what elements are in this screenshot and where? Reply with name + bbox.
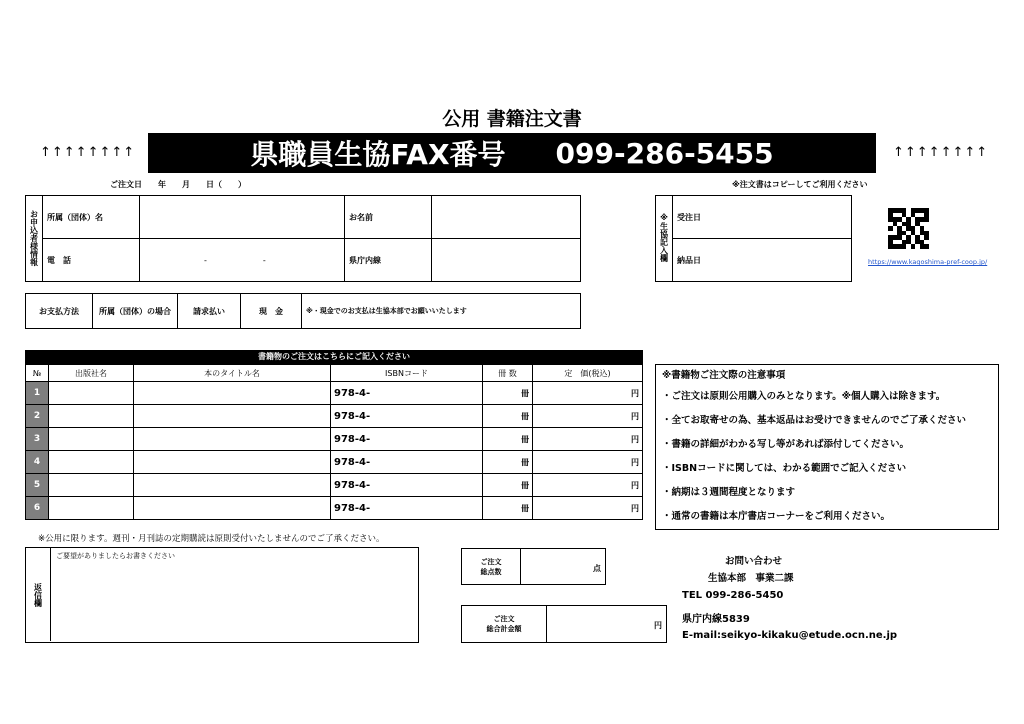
reply-box — [25, 547, 419, 643]
ext-label: 県庁内線 — [345, 239, 432, 282]
order-row — [26, 428, 643, 451]
price-field[interactable]: 円 — [533, 451, 643, 474]
col-title: 本のタイトル名 — [134, 365, 331, 382]
payment-table — [25, 293, 581, 329]
row-number: 6 — [26, 497, 49, 520]
note-item: ・納期は３週間程度となります — [662, 487, 796, 498]
col-publisher: 出版社名 — [49, 365, 134, 382]
reply-side-label: 返信欄 — [26, 548, 51, 641]
payment-cash[interactable]: 現 金 — [241, 294, 302, 329]
book-title-field[interactable] — [134, 428, 331, 451]
isbn-field[interactable]: 978-4- — [331, 428, 483, 451]
publisher-field[interactable] — [49, 474, 134, 497]
org-field[interactable] — [140, 196, 345, 239]
book-title-field[interactable] — [134, 474, 331, 497]
order-row — [26, 405, 643, 428]
book-title-field[interactable] — [134, 405, 331, 428]
row-number: 2 — [26, 405, 49, 428]
publisher-field[interactable] — [49, 428, 134, 451]
order-date-label: ご注文日 年 月 日（ ） — [110, 180, 246, 189]
contact-title: お問い合わせ — [725, 556, 783, 567]
row-number: 3 — [26, 428, 49, 451]
row-number: 4 — [26, 451, 49, 474]
price-field[interactable]: 円 — [533, 428, 643, 451]
notes-box — [655, 364, 999, 530]
order-table — [25, 364, 643, 520]
arrows-right: ↑↑↑↑↑↑↑↑ — [893, 145, 989, 160]
qty-field[interactable]: 冊 — [483, 474, 533, 497]
price-field[interactable]: 円 — [533, 405, 643, 428]
footnote: ※公用に限ります。週刊・月刊誌の定期購読は原則受付いたしませんのでご了承ください。 — [38, 534, 385, 544]
isbn-field[interactable]: 978-4- — [331, 497, 483, 520]
book-title-field[interactable] — [134, 451, 331, 474]
total-amount-box — [461, 605, 667, 643]
book-title-field[interactable] — [134, 497, 331, 520]
isbn-field[interactable]: 978-4- — [331, 382, 483, 405]
note-item: ・通常の書籍は本庁書店コーナーをご利用ください。 — [662, 511, 891, 522]
note-item: ・ご注文は原則公用購入のみとなります。※個人購入は除きます。 — [662, 391, 946, 402]
coop-table — [655, 195, 852, 282]
contact-email[interactable]: E-mail:seikyo-kikaku@etude.ocn.ne.jp — [682, 630, 898, 641]
note-item: ・全てお取寄せの為、基本返品はお受けできませんのでご了承ください — [662, 415, 967, 426]
ext-field[interactable] — [432, 239, 581, 282]
applicant-table — [25, 195, 581, 282]
price-field[interactable]: 円 — [533, 474, 643, 497]
col-no: № — [26, 365, 49, 382]
fax-banner-number: 099-286-5455 — [555, 136, 774, 170]
price-field[interactable]: 円 — [533, 497, 643, 520]
phone-field[interactable]: - - — [140, 239, 345, 282]
total-count-box — [461, 548, 606, 585]
qty-field[interactable]: 冊 — [483, 428, 533, 451]
phone-label: 電 話 — [43, 239, 140, 282]
delivered-date-label: 納品日 — [673, 239, 852, 282]
row-number: 5 — [26, 474, 49, 497]
price-field[interactable]: 円 — [533, 382, 643, 405]
reply-placeholder[interactable]: ご要望がありましたらお書きください — [56, 552, 175, 560]
order-row — [26, 382, 643, 405]
isbn-field[interactable]: 978-4- — [331, 405, 483, 428]
row-number: 1 — [26, 382, 49, 405]
qty-field[interactable]: 冊 — [483, 382, 533, 405]
payment-invoice[interactable]: 請求払い — [178, 294, 241, 329]
total-count-label: ご注文 総点数 — [462, 549, 521, 584]
publisher-field[interactable] — [49, 382, 134, 405]
total-amount-field[interactable]: 円 — [654, 621, 662, 630]
payment-org-case: 所属（団体）の場合 — [93, 294, 178, 329]
order-header: 書籍物のご注文はこちらにご記入ください — [25, 350, 643, 364]
notes-title: ※書籍物ご注文際の注意事項 — [662, 370, 786, 381]
book-title-field[interactable] — [134, 382, 331, 405]
total-count-field[interactable]: 点 — [593, 564, 601, 573]
name-field[interactable] — [432, 196, 581, 239]
fax-banner-label: 県職員生協FAX番号 — [250, 138, 506, 171]
col-price: 定 価(税込) — [533, 365, 643, 382]
note-item: ・ISBNコードに関しては、わかる範囲でご記入ください — [662, 463, 907, 474]
qr-code-icon — [888, 208, 929, 249]
qty-field[interactable]: 冊 — [483, 497, 533, 520]
received-date-label: 受注日 — [673, 196, 852, 239]
coop-side-label: ※生協記入欄 — [656, 196, 673, 282]
copy-note: ※注文書はコピーしてご利用ください — [732, 180, 868, 189]
payment-label: お支払方法 — [26, 294, 93, 329]
form-title: 公用 書籍注文書 — [442, 108, 582, 130]
publisher-field[interactable] — [49, 451, 134, 474]
applicant-side-label: お申込者様情報 — [26, 196, 43, 282]
order-row — [26, 474, 643, 497]
order-row — [26, 497, 643, 520]
site-url-link[interactable]: https://www.kagoshima-pref-coop.jp/ — [868, 258, 988, 266]
col-qty: 冊 数 — [483, 365, 533, 382]
name-label: お名前 — [345, 196, 432, 239]
arrows-left: ↑↑↑↑↑↑↑↑ — [40, 145, 136, 160]
total-amount-label: ご注文 総合計金額 — [462, 606, 547, 642]
note-item: ・書籍の詳細がわかる写し等があれば添付してください。 — [662, 439, 910, 450]
order-row — [26, 451, 643, 474]
contact-dept: 生協本部 事業二課 — [708, 573, 794, 584]
org-label: 所属（団体）名 — [43, 196, 140, 239]
publisher-field[interactable] — [49, 497, 134, 520]
col-isbn: ISBNコード — [331, 365, 483, 382]
qty-field[interactable]: 冊 — [483, 451, 533, 474]
isbn-field[interactable]: 978-4- — [331, 474, 483, 497]
publisher-field[interactable] — [49, 405, 134, 428]
contact-ext: 県庁内線5839 — [682, 614, 750, 625]
isbn-field[interactable]: 978-4- — [331, 451, 483, 474]
payment-cash-note: ※・現金でのお支払は生協本部でお願いいたします — [302, 294, 581, 329]
fax-banner — [148, 133, 876, 173]
contact-tel: TEL 099-286-5450 — [682, 590, 784, 601]
qty-field[interactable]: 冊 — [483, 405, 533, 428]
